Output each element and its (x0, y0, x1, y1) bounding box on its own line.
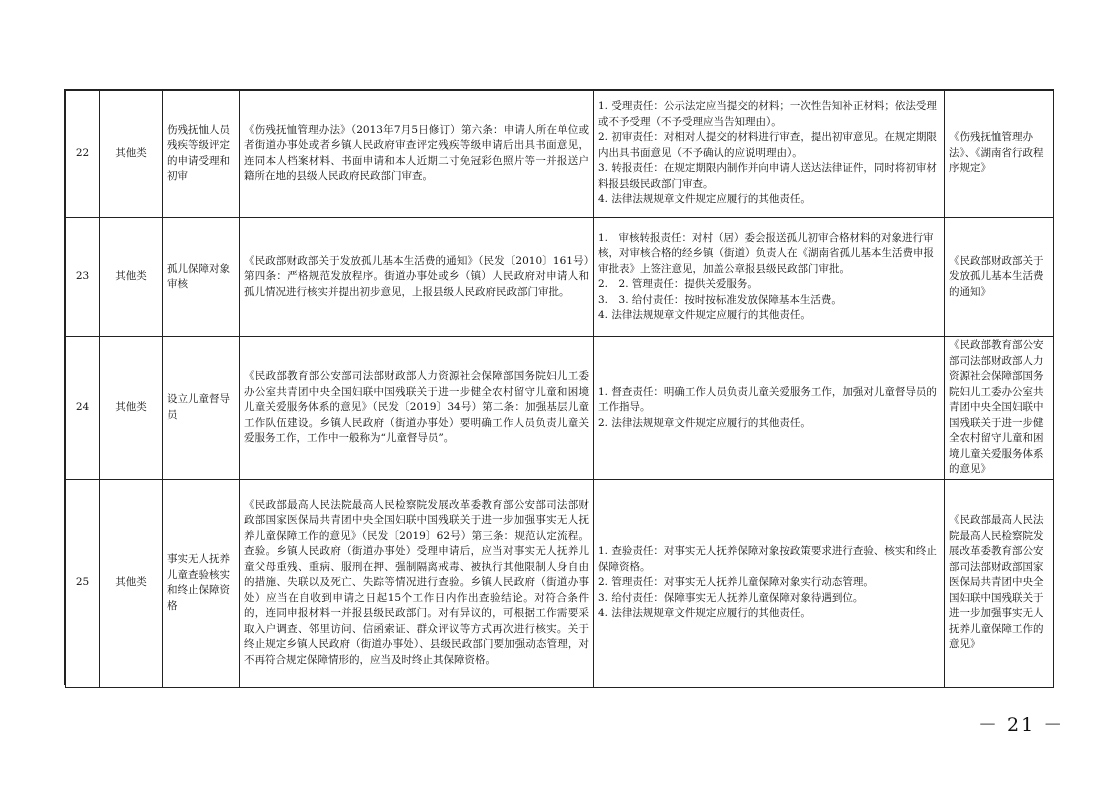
responsibility-line: 3. 3. 给付责任：按时按标准发放保障基本生活费。 (598, 293, 842, 306)
row-responsibility (594, 337, 945, 480)
row-basis (240, 479, 594, 687)
row-reference: 《民政部财政部关于发放孤儿基本生活费的通知》 (945, 218, 1054, 337)
responsibility-line: 1. 查验责任：对事实无人抚养保障对象按政策要求进行查验、核实和终止保障资格。 (598, 545, 937, 573)
row-responsibility (594, 90, 945, 218)
responsibility-line: 4. 法律法规规章文件规定应履行的其他责任。 (598, 607, 811, 620)
row-category: 其他类 (100, 90, 163, 218)
row-item: 设立儿童督导员 (163, 337, 240, 480)
responsibility-line: 1. 督查责任：明确工作人员负责儿童关爱服务工作，加强对儿童督导员的工作指导。 (598, 385, 937, 413)
row-category: 其他类 (100, 218, 163, 337)
page-number: － 21 － (978, 714, 1065, 736)
row-item: 事实无人抚养儿童查验核实和终止保障资格 (163, 479, 240, 687)
row-number: 22 (66, 90, 100, 218)
table-row (66, 337, 1054, 480)
responsibility-line: 2. 初审责任：对相对人提交的材料进行审查，提出初审意见。在规定期限内出具书面意见（不予确认的应说明理由）。 (598, 131, 937, 159)
basis-text: 《民政部财政部关于发放孤儿基本生活费的通知》（民发〔2010〕161号）第四条：严格规范发放程序。街道办事处或乡（镇）人民政府对申请人和孤儿情况进行核实并提出初步意见，上报县级人民政府民政部门审批。 (244, 254, 589, 298)
row-item: 伤残抚恤人员残疾等级评定的申请受理和初审 (163, 90, 240, 218)
responsibility-line: 2. 2. 管理责任：提供关爱服务。 (598, 278, 758, 290)
responsibility-line: 4. 法律法规规章文件规定应履行的其他责任。 (598, 193, 811, 206)
responsibility-table (65, 89, 1054, 688)
row-basis (240, 337, 594, 480)
row-number: 25 (66, 479, 100, 687)
responsibility-line: 4. 法律法规规章文件规定应履行的其他责任。 (598, 309, 811, 321)
responsibility-line: 1. 审核转报责任：对村（居）委会报送孤儿初审合格材料的对象进行审核，对审核合格的经乡镇（街道）负责人在《湖南省孤儿基本生活费申报审批表》上签注意见，加盖公章报县级民政部门审批。 (598, 231, 934, 275)
basis-text: 《伤残抚恤管理办法》（2013年7月5日修订）第六条：申请人所在单位或者街道办事处或者乡镇人民政府审查评定残疾等级申请后出具书面意见，连同本人档案材料、书面申请和本人近期二寸免冠彩色照片等一并报送户籍所在地的县级人民政府民政部门审查。 (244, 123, 589, 182)
table-row (66, 218, 1054, 337)
row-basis (240, 90, 594, 218)
basis-text: 《民政部教育部公安部司法部财政部人力资源社会保障部国务院妇儿工委办公室共青团中央全国妇联中国残联关于进一步健全农村留守儿童和困境儿童关爱服务体系的意见》（民发〔2019〕34号）第二条：加强基层儿童工作队伍建设。乡镇人民政府（街道办事处）要明确工作人员负责儿童关爱服务工作，工作中一般称为“儿童督导员”。 (244, 370, 589, 444)
row-category: 其他类 (100, 337, 163, 480)
row-responsibility (594, 479, 945, 687)
basis-text: 《民政部最高人民法院最高人民检察院发展改革委教育部公安部司法部财政部国家医保局共青团中央全国妇联中国残联关于进一步加强事实无人抚养儿童保障工作的意见》（民发〔2019〕62号）第三条：规范认定流程。查验。乡镇人民政府（街道办事处）受理申请后，应当对事实无人抚养儿童父母重残、重病、服刑在押、强制隔离戒毒、被执行其他限制人身自由的措施、失联以及死亡、失踪等情况进行查验。乡镇人民政府（街道办事处）应当在自收到申请之日起15个工作日内作出查验结论。对符合条件的，连同申报材料一并报县级民政部门。对有异议的，可根据工作需要采取入户调查、邻里访问、信函索证、群众评议等方式再次进行核实。关于终止规定乡镇人民政府（街道办事处）、县级民政部门要加强动态管理，对不再符合规定保障情形的，应当及时终止其保障资格。 (244, 498, 589, 666)
responsibility-line: 2. 管理责任：对事实无人抚养儿童保障对象实行动态管理。 (598, 576, 874, 589)
responsibility-line: 2. 法律法规规章文件规定应履行的其他责任。 (598, 416, 811, 429)
row-item: 孤儿保障对象审核 (163, 218, 240, 337)
responsibility-line: 3. 给付责任：保障事实无人抚养儿童保障对象待遇到位。 (598, 591, 864, 604)
row-basis (240, 218, 594, 337)
responsibility-line: 1. 受理责任：公示法定应当提交的材料；一次性告知补正材料；依法受理或不予受理（不予受理应当告知理由）。 (598, 100, 937, 128)
row-responsibility (594, 218, 945, 337)
row-number: 23 (66, 218, 100, 337)
table-row (66, 479, 1054, 687)
row-category: 其他类 (100, 479, 163, 687)
row-reference: 《民政部最高人民法院最高人民检察院发展改革委教育部公安部司法部财政部国家医保局共青团中央全国妇联中国残联关于进一步加强事实无人抚养儿童保障工作的意见》 (945, 479, 1054, 687)
row-reference: 《民政部教育部公安部司法部财政部人力资源社会保障部国务院妇儿工委办公室共青团中央全国妇联中国残联关于进一步健全农村留守儿童和困境儿童关爱服务体系的意见》 (945, 337, 1054, 480)
row-reference: 《伤残抚恤管理办法》、《湖南省行政程序规定》 (945, 90, 1054, 218)
table-row (66, 90, 1054, 218)
row-number: 24 (66, 337, 100, 480)
responsibility-line: 3. 转报责任：在规定期限内制作并向申请人送达法律证件，同时将初审材料报县级民政部门审查。 (598, 162, 937, 190)
